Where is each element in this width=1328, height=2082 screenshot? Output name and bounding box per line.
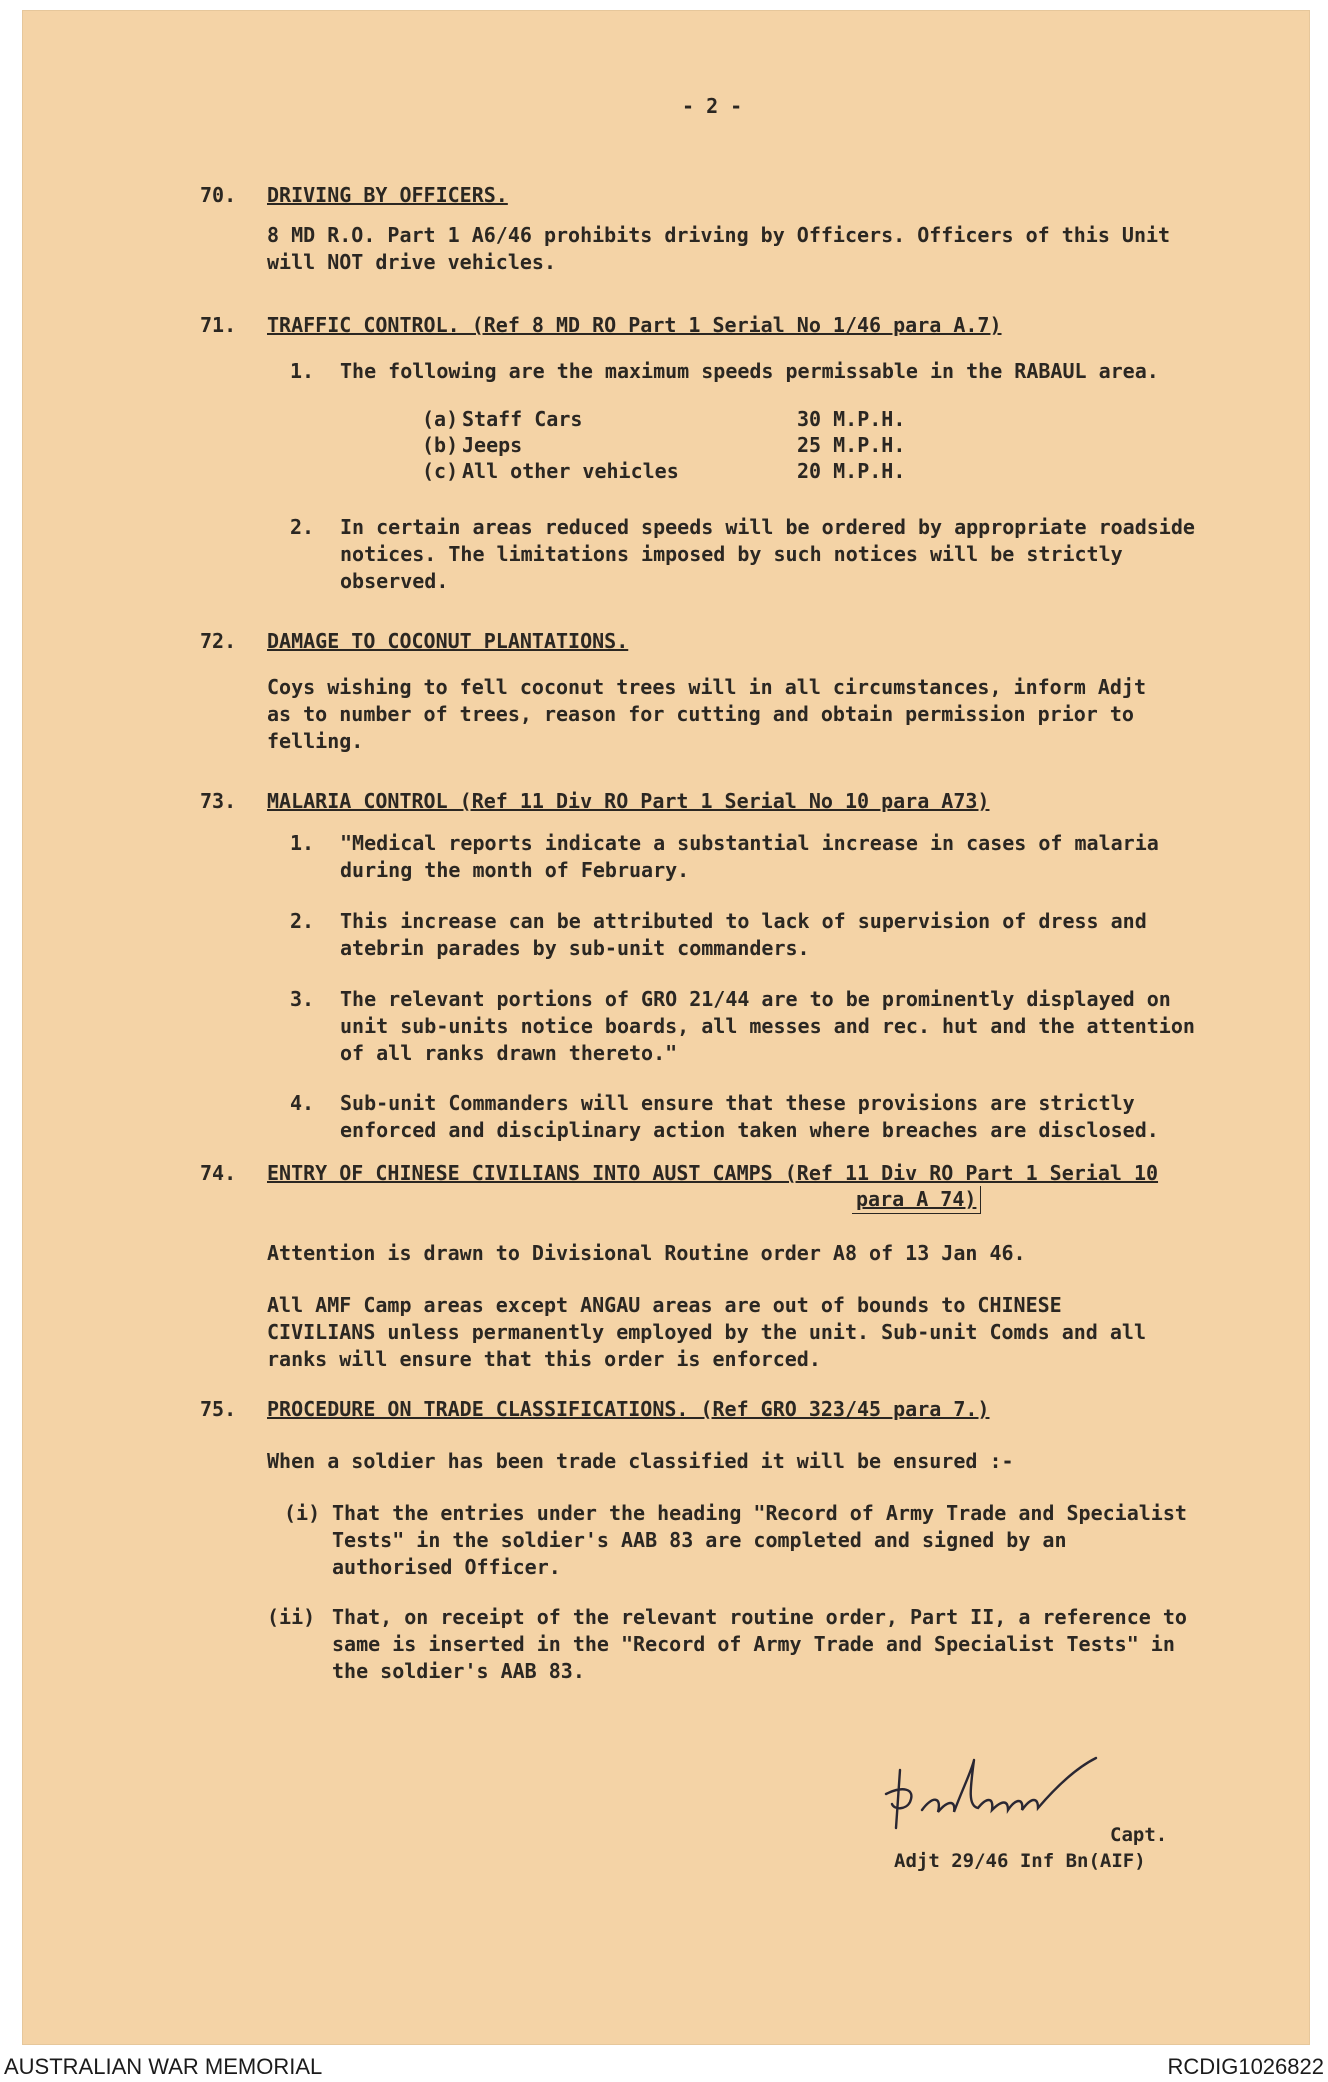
item-text: This increase can be attributed to lack of supervision of dress and atebrin parades by sub-unit commanders. [340,909,1147,960]
document-page [22,10,1310,2045]
item-label: 4. [290,1091,315,1115]
section-heading: TRAFFIC CONTROL. (Ref 8 MD RO Part 1 Serial No 1/46 para A.7) [267,313,1002,337]
vehicle-type: Jeeps [462,433,523,457]
item-label: 1. [290,831,315,855]
section-paragraph: All AMF Camp areas except ANGAU areas are out of bounds to CHINESE CIVILIANS unless permanently employed by the unit. Sub-unit Comds and all ranks will ensure that this order is enforced. [267,1293,1146,1371]
speed-limit: 30 M.P.H. [797,407,906,431]
archive-name: AUSTRALIAN WAR MEMORIAL [4,2054,323,2079]
paragraph-number: 74. [200,1161,237,1185]
item-label: (i) [284,1501,321,1525]
item-text: "Medical reports indicate a substantial increase in cases of malaria during the month of February. [340,831,1159,882]
handwritten-signature [882,1750,1112,1840]
list-item [422,432,982,458]
signatory-appointment: Adjt 29/46 Inf Bn(AIF) [894,1850,1146,1872]
section-heading: PROCEDURE ON TRADE CLASSIFICATIONS. (Ref GRO 323/45 para 7.) [267,1397,990,1421]
item-label: 2. [290,909,315,933]
item-label: (b) [422,433,459,457]
archive-reference-id: RCDIG1026822 [1167,2054,1324,2079]
section-body: Coys wishing to fell coconut trees will in all circumstances, inform Adjt as to number of trees, reason for cutting and obtain permission prior to felling. [267,675,1146,753]
item-text: In certain areas reduced speeds will be ordered by appropriate roadside notices. The limitations imposed by such notices will be strictly observed. [340,515,1195,593]
item-text: That, on receipt of the relevant routine order, Part II, a reference to same is inserted in the "Record of Army Trade and Specialist Tests" in the soldier's AAB 83. [332,1605,1187,1683]
item-label: 1. [290,359,315,383]
vehicle-type: All other vehicles [462,459,679,483]
paragraph-number: 71. [200,313,237,337]
paragraph-number: 75. [200,1397,237,1421]
section-paragraph: Attention is drawn to Divisional Routine order A8 of 13 Jan 46. [267,1241,1026,1265]
speed-limits-list [422,406,982,484]
item-text: The relevant portions of GRO 21/44 are to be prominently displayed on unit sub-units notice boards, all messes and rec. hut and the attention of all ranks drawn thereto." [340,987,1195,1065]
item-text: Sub-unit Commanders will ensure that these provisions are strictly enforced and disciplinary action taken where breaches are disclosed. [340,1091,1159,1142]
item-label: 2. [290,515,315,539]
section-heading-continuation: para A 74) [852,1186,981,1214]
speed-limit: 20 M.P.H. [797,459,906,483]
vehicle-type: Staff Cars [462,407,583,431]
item-label: (ii) [267,1605,316,1629]
paragraph-number: 70. [200,183,237,207]
section-heading: MALARIA CONTROL (Ref 11 Div RO Part 1 Serial No 10 para A73) [267,789,990,813]
archive-footer [0,2048,1328,2082]
item-text: The following are the maximum speeds permissable in the RABAUL area. [340,359,1159,383]
item-label: (a) [422,407,459,431]
section-heading: DRIVING BY OFFICERS. [267,183,508,207]
paragraph-number: 73. [200,789,237,813]
list-item [422,406,982,432]
section-heading: ENTRY OF CHINESE CIVILIANS INTO AUST CAMPS (Ref 11 Div RO Part 1 Serial 10 [267,1161,1159,1185]
item-label: (c) [422,459,459,483]
paragraph-number: 72. [200,629,237,653]
signatory-rank: Capt. [1110,1824,1168,1846]
page-number: - 2 - [682,94,743,118]
speed-limit: 25 M.P.H. [797,433,906,457]
section-heading: DAMAGE TO COCONUT PLANTATIONS. [267,629,629,653]
item-label: 3. [290,987,315,1011]
section-body: 8 MD R.O. Part 1 A6/46 prohibits driving by Officers. Officers of this Unit will NOT drive vehicles. [267,223,1171,274]
document-body [22,10,1310,2045]
section-intro: When a soldier has been trade classified it will be ensured :- [267,1449,1014,1473]
list-item [422,458,982,484]
item-text: That the entries under the heading "Record of Army Trade and Specialist Tests" in the soldier's AAB 83 are completed and signed by an authorised Officer. [332,1501,1187,1579]
